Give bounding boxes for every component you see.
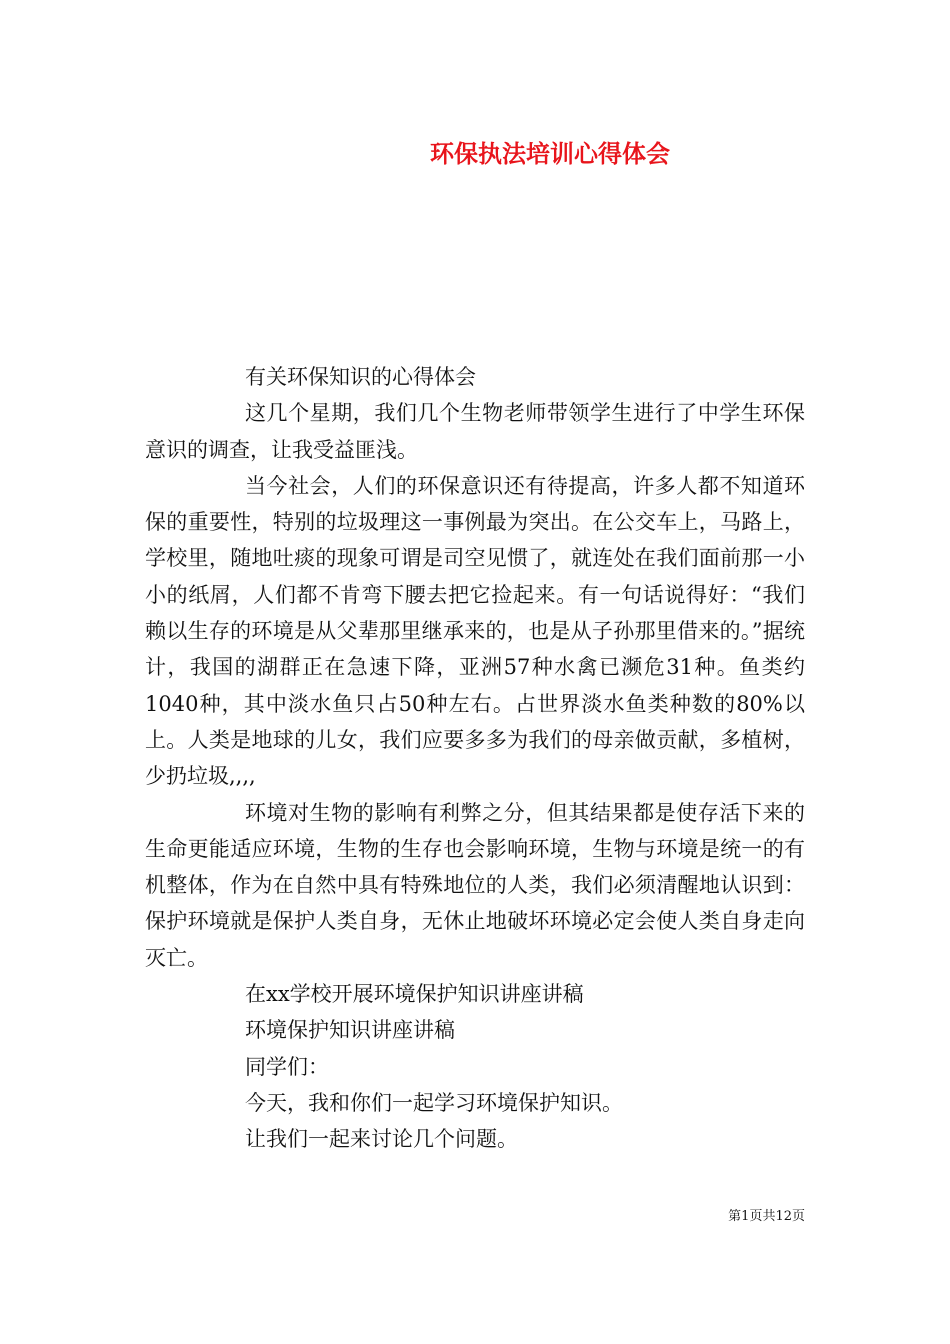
paragraph-4: 环境对生物的影响有利弊之分，但其结果都是使存活下来的生命更能适应环境，生物的生存也会影响环境，生物与环境是统一的有机整体，作为在自然中具有特殊地位的人类，我们必须清醒地认识到：保护环境就是保护人类自身，无休止地破坏环境必定会使人类自身走向灭亡。: [145, 800, 805, 970]
paragraph-9: 让我们一起来讨论几个问题。: [245, 1127, 518, 1152]
paragraph-2: 这几个星期，我们几个生物老师带领学生进行了中学生环保意识的调查，让我受益匪浅。: [145, 401, 805, 462]
paragraph-3: 当今社会，人们的环保意识还有待提高，许多人都不知道环保的重要性，特别的垃圾理这一事例最为突出。在公交车上，马路上，学校里，随地吐痰的现象可谓是司空见惯了，就连处在我们面前那一小小的纸屑，人们都不肯弯下腰去把它捡起来。有一句话说得好：“我们赖以生存的环境是从父辈那里继承来的，也是从子孙那里借来的。”据统计，我国的湖群正在急速下降，亚洲57种水禽已濒危31种。鱼类约1040种，其中淡水鱼只占50种左右。占世界淡水鱼类种数的80%以上。人类是地球的儿女，我们应要多多为我们的母亲做贡献，多植树，少扔垃圾,,,,: [145, 473, 805, 789]
paragraph-heading-1: 有关环保知识的心得体会: [245, 365, 476, 389]
document-title: 环保执法培训心得体会: [430, 139, 670, 168]
paragraph-heading-5: 在xx学校开展环境保护知识讲座讲稿: [245, 982, 584, 1007]
paragraph-heading-6: 环境保护知识讲座讲稿: [245, 1018, 455, 1043]
document-body: [145, 359, 805, 1158]
paragraph-8: 今天，我和你们一起学习环境保护知识。: [245, 1090, 623, 1115]
page-number-footer: 第1页共12页: [728, 1209, 805, 1224]
paragraph-greeting: 同学们：: [245, 1054, 329, 1079]
